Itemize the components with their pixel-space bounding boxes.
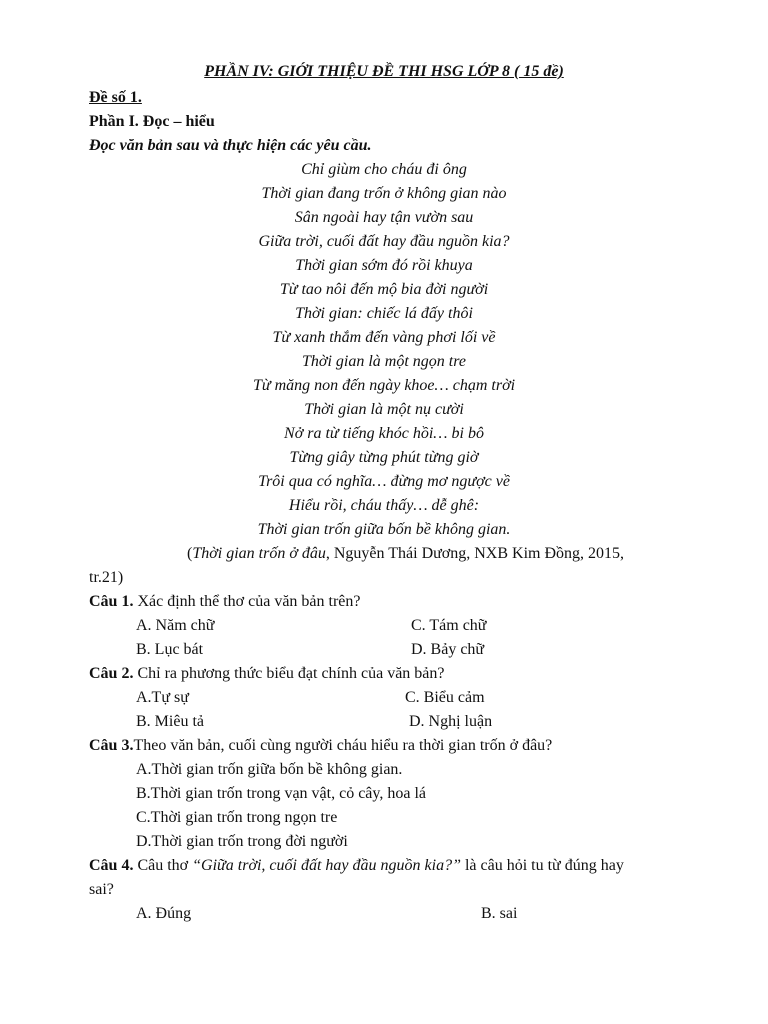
question-label: Câu 2.: [89, 665, 134, 682]
poem-line: Thời gian sớm đó rồi khuya: [295, 257, 473, 274]
poem-line: Từ măng non đến ngày khoe… chạm trời: [252, 377, 516, 394]
answer-option: B.Thời gian trốn trong vạn vật, cỏ cây, hoa lá: [136, 785, 427, 802]
answer-option: C.Thời gian trốn trong ngọn tre: [136, 809, 338, 826]
poem-line: Từ tao nôi đến mộ bia đời người: [279, 281, 489, 298]
answer-option: C. Tám chữ: [411, 617, 487, 634]
poem-line: Từ xanh thắm đến vàng phơi lối về: [272, 329, 496, 346]
poem-line: Thời gian đang trốn ở không gian nào: [261, 185, 507, 202]
poem-line: Từng giây từng phút từng giờ: [289, 449, 479, 466]
poem-line: Trôi qua có nghĩa… đừng mơ ngược về: [258, 473, 510, 490]
source-open-paren: (: [187, 545, 193, 562]
exam-number: Đề số 1.: [89, 89, 142, 106]
answer-option: B. sai: [481, 905, 518, 922]
answer-option: D. Nghị luận: [409, 713, 493, 730]
answer-option: A.Tự sự: [136, 689, 189, 706]
source-citation: [187, 544, 624, 564]
question-label: Câu 3.: [89, 737, 134, 754]
source-work-title: Thời gian trốn ở đâu: [192, 545, 326, 562]
question-text: Theo văn bản, cuối cùng người cháu hiểu ra thời gian trốn ở đâu?: [133, 737, 553, 754]
source-details: , Nguyễn Thái Dương, NXB Kim Đồng, 2015,: [325, 545, 625, 562]
page-title: PHẦN IV: GIỚI THIỆU ĐỀ THI HSG LỚP 8 ( 15 đề): [204, 63, 564, 80]
answer-option: D. Bảy chữ: [411, 641, 485, 658]
question-text: Xác định thể thơ của văn bản trên?: [133, 593, 361, 610]
poem-line: Hiểu rồi, cháu thấy… dễ ghê:: [288, 497, 480, 514]
answer-option: B. Miêu tả: [136, 713, 204, 730]
question-text: là câu hỏi tu từ đúng hay: [460, 857, 624, 874]
question-text: Chỉ ra phương thức biểu đạt chính của văn bản?: [133, 665, 445, 682]
answer-option: D.Thời gian trốn trong đời người: [136, 833, 348, 850]
poem-line: Thời gian: chiếc lá đấy thôi: [295, 305, 473, 322]
question-text: Câu thơ: [133, 857, 193, 874]
instruction: Đọc văn bản sau và thực hiện các yêu cầu.: [89, 137, 372, 154]
question-text-continued: sai?: [89, 881, 114, 898]
poem-line: Sân ngoài hay tận vườn sau: [294, 209, 474, 226]
answer-option: C. Biểu cảm: [405, 689, 485, 706]
poem-line: Giữa trời, cuối đất hay đầu nguồn kia?: [258, 233, 510, 250]
question-label: Câu 1.: [89, 593, 134, 610]
poem-line: Chỉ giùm cho cháu đi ông: [301, 161, 467, 178]
answer-option: A. Đúng: [136, 905, 192, 922]
poem-line: Thời gian là một ngọn tre: [302, 353, 466, 370]
answer-option: A. Năm chữ: [136, 617, 215, 634]
poem-line: Thời gian là một nụ cười: [304, 401, 464, 418]
source-page: tr.21): [89, 569, 124, 586]
question-3: [89, 736, 552, 756]
question-label: Câu 4.: [89, 857, 134, 874]
answer-option: B. Lục bát: [136, 641, 204, 658]
poem-line: Thời gian trốn giữa bốn bề không gian.: [257, 521, 511, 538]
answer-option: A.Thời gian trốn giữa bốn bề không gian.: [136, 761, 403, 778]
poem-line: Nở ra từ tiếng khóc hồi… bi bô: [284, 425, 484, 442]
question-quote: “Giữa trời, cuối đất hay đầu nguồn kia?”: [192, 857, 461, 874]
question-4: [89, 856, 624, 876]
part-heading: Phần I. Đọc – hiểu: [89, 113, 215, 130]
question-1: [89, 592, 361, 612]
question-2: [89, 664, 445, 684]
